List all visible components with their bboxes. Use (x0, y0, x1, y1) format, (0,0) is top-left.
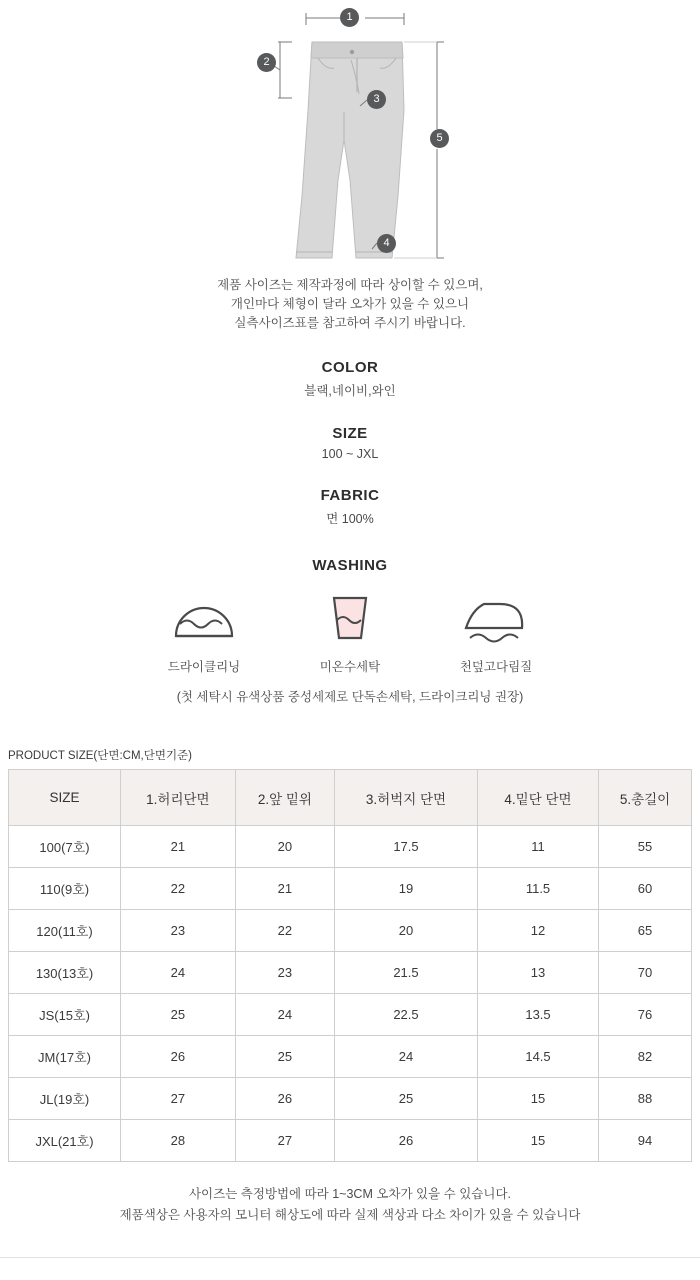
cell-waist: 24 (121, 952, 236, 994)
cell-waist: 22 (121, 868, 236, 910)
cell-size: JXL(21호) (9, 1120, 121, 1162)
cell-thigh: 20 (335, 910, 478, 952)
table-row (9, 1120, 692, 1162)
hand-wash-icon (312, 590, 388, 646)
cell-front-rise: 21 (235, 868, 334, 910)
cell-hem: 14.5 (477, 1036, 598, 1078)
cell-hem: 15 (477, 1120, 598, 1162)
col-header-thigh: 3.허벅지 단면 (335, 770, 478, 826)
cell-waist: 21 (121, 826, 236, 868)
cell-hem: 11 (477, 826, 598, 868)
col-header-size: SIZE (9, 770, 121, 826)
cell-hem: 11.5 (477, 868, 598, 910)
dry-clean-icon (166, 590, 242, 646)
cell-hem: 15 (477, 1078, 598, 1120)
cell-thigh: 22.5 (335, 994, 478, 1036)
disclaimer-line-1: 제품 사이즈는 제작과정에 따라 상이할 수 있으며, (217, 278, 483, 292)
cell-size: JL(19호) (9, 1078, 121, 1120)
spec-size (0, 425, 700, 461)
cell-thigh: 25 (335, 1078, 478, 1120)
disclaimer-notes (0, 272, 700, 333)
cell-waist: 26 (121, 1036, 236, 1078)
cell-front-rise: 23 (235, 952, 334, 994)
washing-item-dry-clean (154, 590, 254, 675)
washing-label-iron-cloth: 천덮고다림질 (459, 660, 533, 674)
cell-waist: 28 (121, 1120, 236, 1162)
measure-badge-5: 5 (430, 129, 449, 148)
cell-hem: 12 (477, 910, 598, 952)
cell-thigh: 26 (335, 1120, 478, 1162)
table-row (9, 994, 692, 1036)
col-header-front-rise: 2.앞 밑위 (235, 770, 334, 826)
footer-notes (0, 1184, 700, 1226)
table-row (9, 952, 692, 994)
washing-item-iron-cloth (446, 590, 546, 675)
footer-note-2: 제품색상은 사용자의 모니터 해상도에 따라 실제 색상과 다소 차이가 있을 수 있습니다 (119, 1208, 581, 1222)
cell-hem: 13.5 (477, 994, 598, 1036)
cell-total-length: 55 (599, 826, 692, 868)
washing-label-hand-wash: 미온수세탁 (319, 660, 381, 674)
cell-thigh: 21.5 (335, 952, 478, 994)
table-header-row (9, 770, 692, 826)
cell-waist: 27 (121, 1078, 236, 1120)
cell-front-rise: 26 (235, 1078, 334, 1120)
cell-front-rise: 22 (235, 910, 334, 952)
cell-total-length: 70 (599, 952, 692, 994)
pants-illustration (0, 0, 700, 272)
spec-size-title: SIZE (332, 425, 368, 442)
cell-waist: 25 (121, 994, 236, 1036)
table-row (9, 826, 692, 868)
washing-label-dry-clean: 드라이클리닝 (167, 660, 241, 674)
cell-front-rise: 27 (235, 1120, 334, 1162)
col-header-hem: 4.밑단 단면 (477, 770, 598, 826)
table-row (9, 1036, 692, 1078)
spec-fabric (0, 487, 700, 527)
washing-icon-list (0, 590, 700, 675)
spec-color (0, 359, 700, 399)
washing-title: WASHING (312, 557, 388, 574)
product-size-table (8, 769, 692, 1162)
spec-fabric-title: FABRIC (320, 487, 380, 504)
cell-size: JS(15호) (9, 994, 121, 1036)
disclaimer-line-3: 실측사이즈표를 참고하여 주시기 바랍니다. (234, 316, 466, 330)
iron-cloth-icon (458, 590, 534, 646)
measure-badge-1: 1 (340, 8, 359, 27)
cell-total-length: 94 (599, 1120, 692, 1162)
measure-badge-2: 2 (257, 53, 276, 72)
table-row (9, 910, 692, 952)
footer-note-1: 사이즈는 측정방법에 따라 1~3CM 오차가 있을 수 있습니다. (188, 1187, 511, 1201)
measure-badge-3: 3 (367, 90, 386, 109)
washing-note: (첫 세탁시 유색상품 중성세제로 단독손세탁, 드라이크리닝 권장) (176, 690, 524, 704)
spec-color-title: COLOR (321, 359, 379, 376)
cell-front-rise: 25 (235, 1036, 334, 1078)
table-row (9, 868, 692, 910)
col-header-waist: 1.허리단면 (121, 770, 236, 826)
spec-size-value: 100 ~ JXL (321, 447, 379, 461)
cell-thigh: 24 (335, 1036, 478, 1078)
disclaimer-line-2: 개인마다 체형이 달라 오차가 있을 수 있으니 (230, 297, 470, 311)
cell-size: 110(9호) (9, 868, 121, 910)
cell-size: JM(17호) (9, 1036, 121, 1078)
cell-front-rise: 20 (235, 826, 334, 868)
cell-size: 130(13호) (9, 952, 121, 994)
measure-badge-4: 4 (377, 234, 396, 253)
cell-size: 120(11호) (9, 910, 121, 952)
spec-color-value: 블랙,네이비,와인 (304, 384, 396, 398)
col-header-total-length: 5.총길이 (599, 770, 692, 826)
cell-size: 100(7호) (9, 826, 121, 868)
cell-total-length: 88 (599, 1078, 692, 1120)
cell-waist: 23 (121, 910, 236, 952)
bottom-divider (0, 1257, 700, 1258)
product-size-caption: PRODUCT SIZE(단면:CM,단면기준) (8, 750, 192, 762)
washing-item-hand-wash (300, 590, 400, 675)
table-row (9, 1078, 692, 1120)
cell-total-length: 82 (599, 1036, 692, 1078)
cell-total-length: 60 (599, 868, 692, 910)
cell-front-rise: 24 (235, 994, 334, 1036)
size-diagram (0, 0, 700, 272)
cell-thigh: 19 (335, 868, 478, 910)
cell-total-length: 76 (599, 994, 692, 1036)
spec-fabric-value: 면 100% (326, 512, 374, 526)
cell-hem: 13 (477, 952, 598, 994)
cell-thigh: 17.5 (335, 826, 478, 868)
cell-total-length: 65 (599, 910, 692, 952)
